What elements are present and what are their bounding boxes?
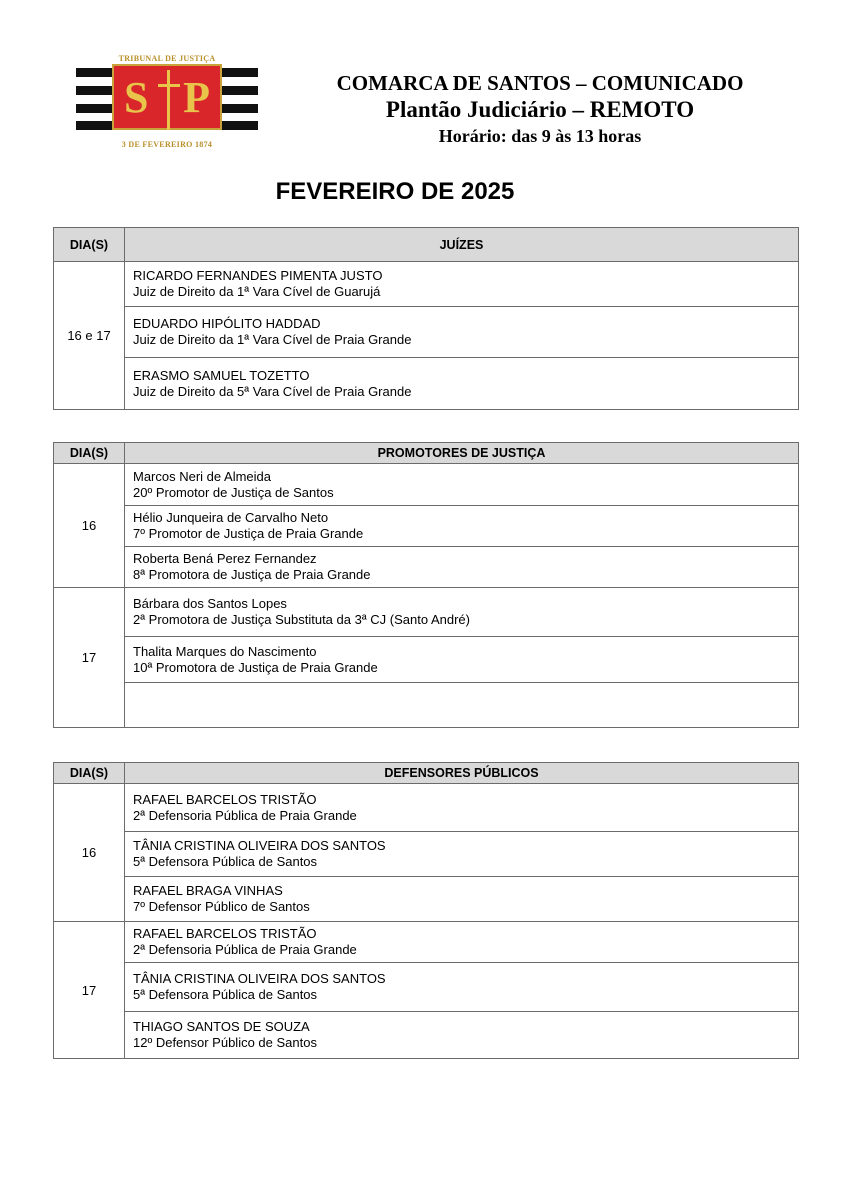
table-header-row [54, 228, 799, 262]
table-header-row [54, 443, 799, 464]
person-name: Roberta Bená Perez Fernandez [133, 551, 317, 566]
entry-cell [125, 358, 799, 410]
logo-letter-left: S [124, 73, 149, 122]
entry-cell [125, 963, 799, 1012]
col-title-header: PROMOTORES DE JUSTIÇA [125, 443, 799, 464]
entry-cell [125, 784, 799, 832]
table-row [54, 877, 799, 922]
person-name: RAFAEL BRAGA VINHAS [133, 883, 283, 898]
table-row [54, 963, 799, 1012]
table-row [54, 832, 799, 877]
header-line-2: Plantão Judiciário – REMOTO [385, 97, 695, 122]
person-role: 2ª Defensoria Pública de Praia Grande [133, 807, 357, 823]
juizes-table [53, 227, 799, 410]
entry-cell [125, 262, 799, 307]
person-role: 2ª Defensoria Pública de Praia Grande [133, 942, 357, 957]
header-line-1: COMARCA DE SANTOS – COMUNICADO [336, 71, 744, 95]
person-role: 10ª Promotora de Justiça de Praia Grande [133, 659, 378, 675]
table-row [54, 922, 799, 963]
table-header-row [54, 763, 799, 784]
month-title: FEVEREIRO DE 2025 [275, 178, 515, 205]
entry-cell [125, 637, 799, 683]
person-role: Juiz de Direito da 1ª Vara Cível de Praia Grande [133, 332, 412, 347]
document-header [300, 70, 780, 148]
logo-bottom-text: 3 DE FEVEREIRO 1874 [121, 140, 213, 149]
col-title-header: JUÍZES [125, 228, 799, 262]
day-cell: 16 e 17 [54, 262, 125, 410]
entry-cell [125, 547, 799, 588]
table-row [54, 1012, 799, 1059]
person-role: 8ª Promotora de Justiça de Praia Grande [133, 567, 371, 582]
table-row [54, 307, 799, 358]
table-row [54, 588, 799, 637]
person-role: 7º Promotor de Justiça de Praia Grande [133, 526, 364, 541]
entry-cell [125, 922, 799, 963]
person-name: THIAGO SANTOS DE SOUZA [133, 1019, 310, 1034]
person-name: Bárbara dos Santos Lopes [133, 596, 287, 611]
promotores-table [53, 442, 799, 728]
person-role: 12º Defensor Público de Santos [133, 1035, 317, 1050]
person-name: TÂNIA CRISTINA OLIVEIRA DOS SANTOS [133, 838, 386, 853]
col-title-header: DEFENSORES PÚBLICOS [125, 763, 799, 784]
table-row [54, 262, 799, 307]
day-cell: 17 [54, 588, 125, 728]
person-name: RAFAEL BARCELOS TRISTÃO [133, 791, 317, 807]
person-role: 5ª Defensora Pública de Santos [133, 987, 318, 1002]
day-cell: 16 [54, 784, 125, 922]
entry-cell [125, 506, 799, 547]
person-name: RICARDO FERNANDES PIMENTA JUSTO [133, 268, 383, 283]
entry-cell [125, 832, 799, 877]
person-role: 2ª Promotora de Justiça Substituta da 3ª CJ (Santo André) [133, 612, 470, 627]
entry-cell [125, 1012, 799, 1059]
table-row [54, 358, 799, 410]
person-name: Marcos Neri de Almeida [133, 468, 271, 484]
table-row [54, 784, 799, 832]
person-name: EDUARDO HIPÓLITO HADDAD [133, 316, 321, 331]
table-row [54, 547, 799, 588]
entry-cell [125, 307, 799, 358]
day-cell: 16 [54, 464, 125, 588]
person-role: 7º Defensor Público de Santos [133, 899, 310, 914]
table-row [54, 683, 799, 728]
person-name: RAFAEL BARCELOS TRISTÃO [133, 926, 317, 941]
col-days-header: DIA(S) [54, 228, 125, 262]
col-days-header: DIA(S) [54, 763, 125, 784]
sword-icon [167, 70, 170, 130]
person-role: Juiz de Direito da 5ª Vara Cível de Praia Grande [133, 383, 412, 399]
table-row [54, 506, 799, 547]
logo-emblem [112, 64, 222, 130]
person-name: TÂNIA CRISTINA OLIVEIRA DOS SANTOS [133, 971, 386, 986]
person-role: Juiz de Direito da 1ª Vara Cível de Guarujá [133, 284, 381, 299]
table-row [54, 464, 799, 506]
logo-top-text: TRIBUNAL DE JUSTIÇA [118, 54, 216, 63]
header-line-3: Horário: das 9 às 13 horas [438, 126, 642, 146]
tribunal-logo [76, 54, 258, 152]
entry-cell [125, 464, 799, 506]
table-row [54, 637, 799, 683]
defensores-table [53, 762, 799, 1059]
col-days-header: DIA(S) [54, 443, 125, 464]
person-name: Hélio Junqueira de Carvalho Neto [133, 510, 329, 525]
entry-cell [125, 588, 799, 637]
person-name: ERASMO SAMUEL TOZETTO [133, 367, 310, 383]
scales-icon [158, 84, 180, 87]
person-name: Thalita Marques do Nascimento [133, 643, 317, 659]
logo-letter-right: P [183, 73, 210, 122]
person-role: 20º Promotor de Justiça de Santos [133, 484, 334, 500]
entry-cell [125, 877, 799, 922]
day-cell: 17 [54, 922, 125, 1059]
entry-cell-empty [125, 683, 799, 728]
person-role: 5ª Defensora Pública de Santos [133, 854, 318, 869]
